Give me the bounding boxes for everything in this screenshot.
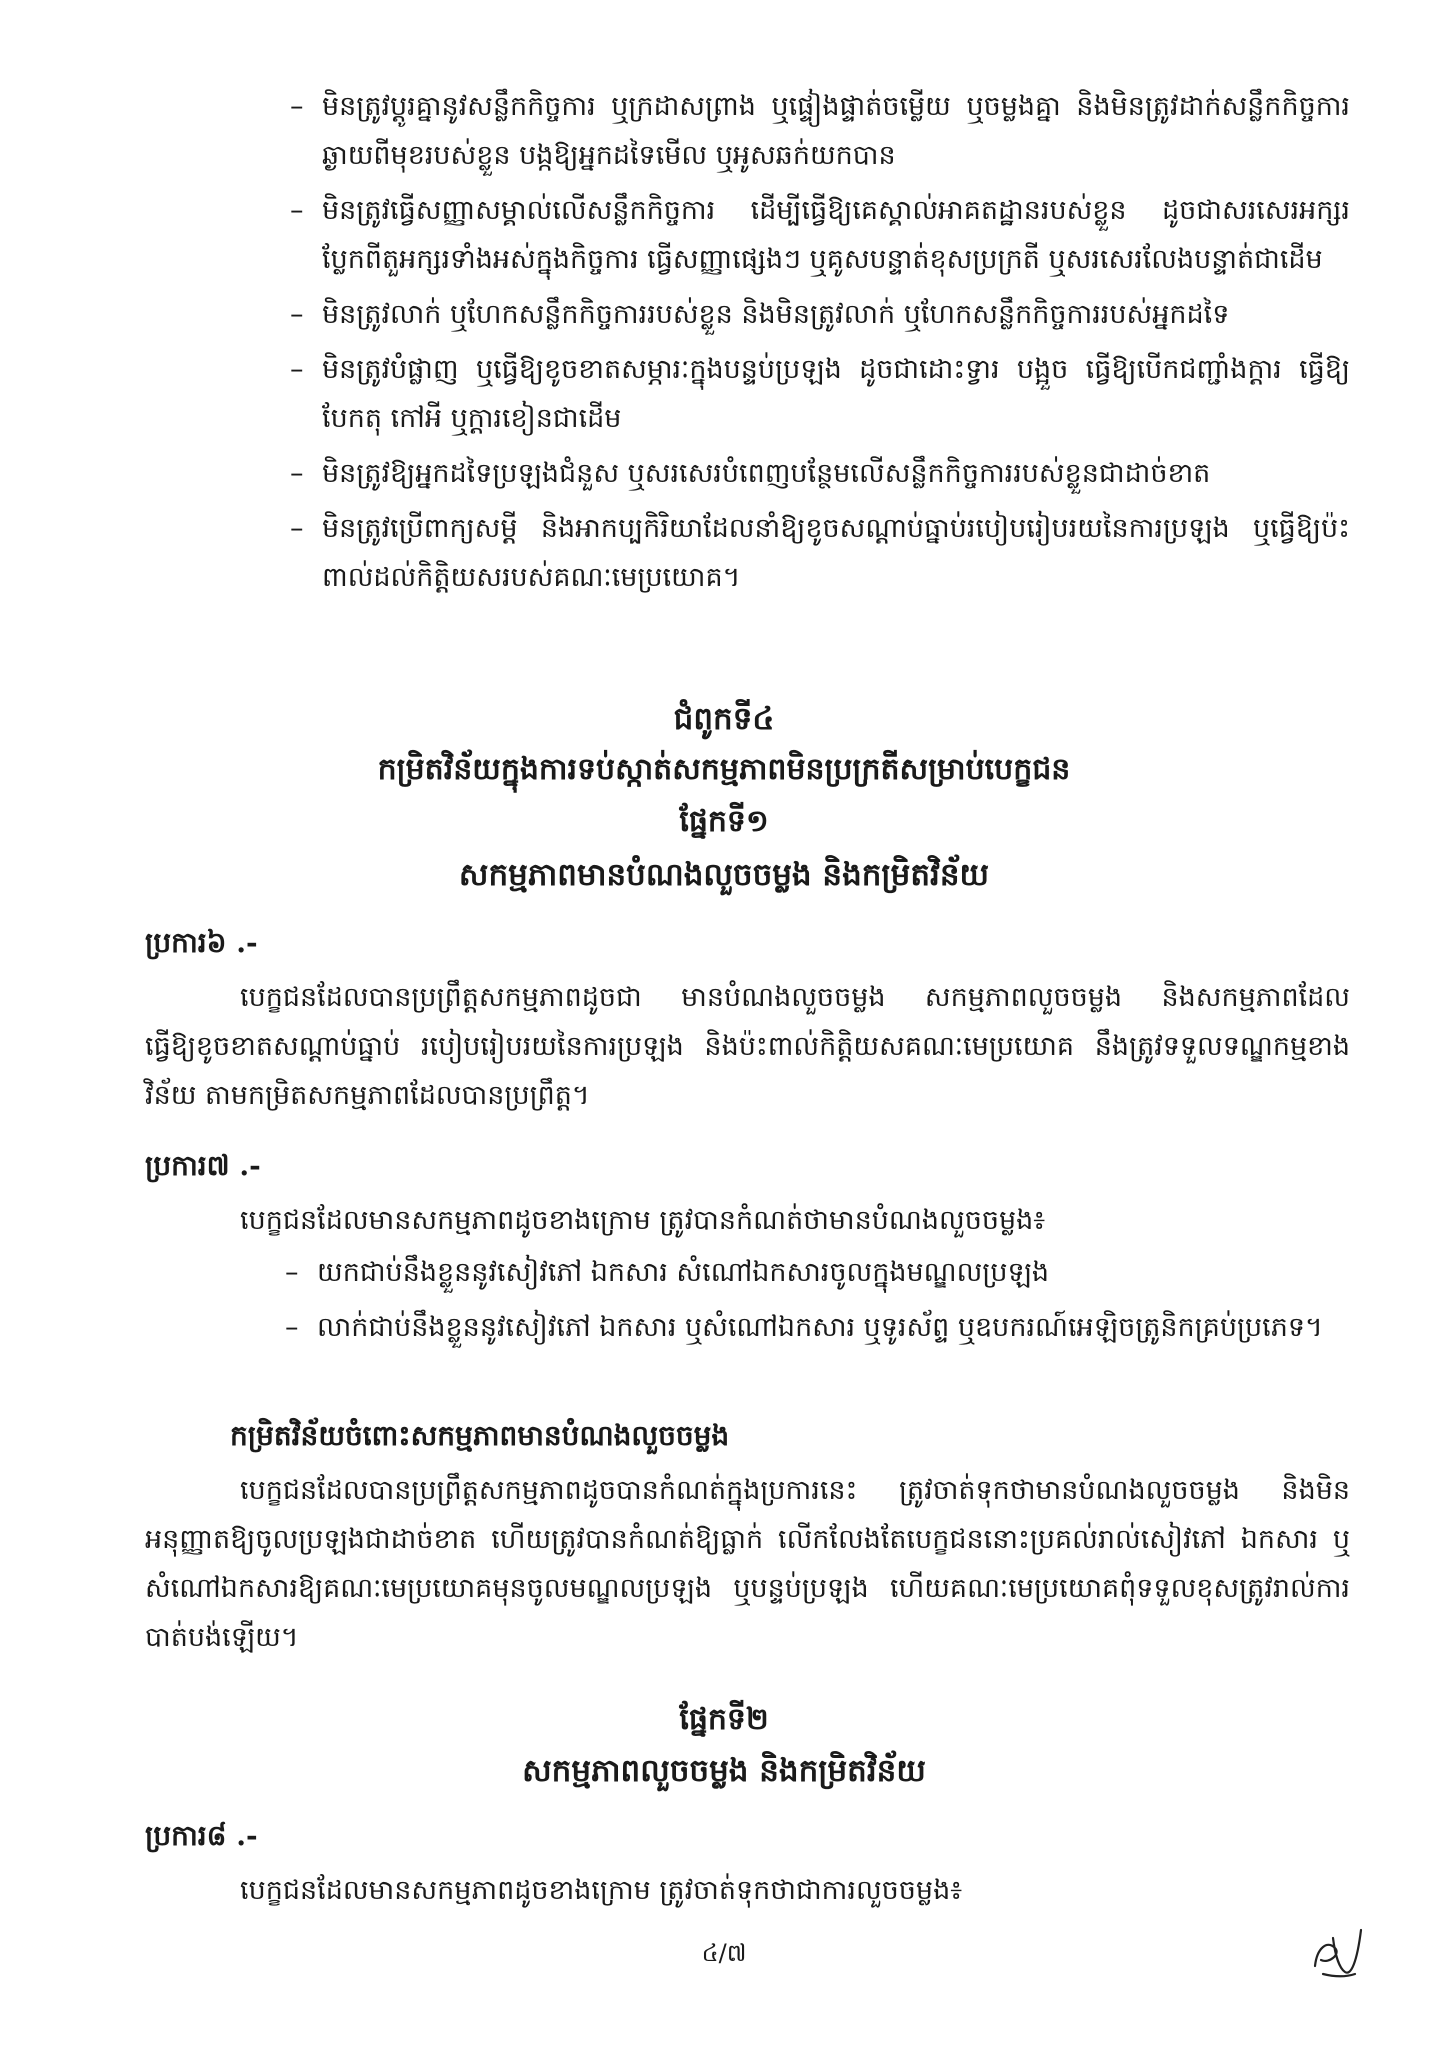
bullet-dash: –: [290, 354, 304, 385]
list-item: [285, 1248, 1350, 1297]
article-7-bullet-list: [285, 1248, 1350, 1358]
top-bullet-list: [290, 82, 1350, 608]
chapter-number: ជំពូកទី៤: [673, 701, 775, 737]
bullet-text: មិនត្រូវឱ្យអ្នកដទៃប្រឡងជំនួស ឬសរសេរបំពេញបន្ថែមលើសន្លឹកកិច្ចការរបស់ខ្លួនជាដាច់ខាត: [322, 458, 1211, 489]
initials-signature-icon: [1305, 1918, 1377, 1990]
list-item: [290, 186, 1350, 284]
list-item: [290, 504, 1350, 602]
bullet-text: មិនត្រូវបំផ្លាញ ឬធ្វើឱ្យខូចខាតសម្ភារៈក្នុងបន្ទប់ប្រឡង ដូចជាដោះទ្វារ បង្អួច ធ្វើឱ្យបើកជញ្ជាំងក្តារ ធ្វើឱ្យបែកតុ កៅអី ឬក្តារខៀនជាដើម: [322, 354, 1350, 434]
bullet-dash: –: [290, 299, 304, 330]
page-number: ៤/៧: [701, 1939, 747, 1967]
bullet-text: យកជាប់នឹងខ្លួននូវសៀវភៅ ឯកសារ សំណៅឯកសារចូលក្នុងមណ្ឌលប្រឡង: [317, 1257, 1049, 1288]
bullet-dash: –: [290, 458, 304, 489]
bullet-text: មិនត្រូវប្តូរគ្នានូវសន្លឹកកិច្ចការ ឬក្រដាសព្រាង ឬផ្ទៀងផ្ទាត់ចម្លើយ ឬចម្លងគ្នា និងមិនត្រូវដាក់សន្លឹកកិច្ចការឆ្ងាយពីមុខរបស់ខ្លួន បង្កឱ្យអ្នកដទៃមើល ឬអូសឆក់យកបាន: [322, 91, 1350, 171]
list-item: [290, 345, 1350, 443]
article-7-label: ប្រការ៧ .-: [145, 1149, 261, 1182]
list-item: [290, 82, 1350, 180]
section-2-title: សកម្មភាពលួចចម្លង និងកម្រិតវិន័យ: [522, 1753, 926, 1789]
section-1-number: ផ្នែកទី១: [679, 804, 769, 839]
bullet-dash: –: [285, 1257, 299, 1288]
list-item: [290, 290, 1350, 339]
list-item: [290, 449, 1350, 498]
bullet-dash: –: [290, 513, 304, 544]
article-6-text: បេក្ខជនដែលបានប្រព្រឹត្តសកម្មភាពដូចជា មានបំណងលួចចម្លង សកម្មភាពលួចចម្លង និងសកម្មភាពដែលធ្វើឱ្យខូចខាតសណ្តាប់ធ្នាប់ របៀបរៀបរយនៃការប្រឡង និងប៉ះពាល់កិត្តិយសគណៈមេប្រយោគ នឹងត្រូវទទួលទណ្ឌកម្មខាងវិន័យ តាមកម្រិតសកម្មភាពដែលបានប្រព្រឹត្ត។: [145, 982, 1350, 1111]
section-2-number: ផ្នែកទី២: [679, 1702, 769, 1737]
bullet-text: លាក់ជាប់នឹងខ្លួននូវសៀវភៅ ឯកសារ ឬសំណៅឯកសារ ឬទូរស័ព្ទ ឬឧបករណ៍អេឡិចត្រូនិកគ្រប់ប្រភេទ។: [317, 1312, 1323, 1343]
list-item: [285, 1303, 1350, 1352]
bullet-dash: –: [285, 1312, 299, 1343]
bullet-text: មិនត្រូវលាក់ ឬហែកសន្លឹកកិច្ចការរបស់ខ្លួន និងមិនត្រូវលាក់ ឬហែកសន្លឹកកិច្ចការរបស់អ្នកដទៃ: [322, 299, 1230, 330]
bullet-dash: –: [290, 195, 304, 226]
bullet-dash: –: [290, 91, 304, 122]
article-8-text: បេក្ខជនដែលមានសកម្មភាពដូចខាងក្រោម ត្រូវចាត់ទុកថាជាការលួចចម្លង៖: [240, 1875, 963, 1906]
section-1-title: សកម្មភាពមានបំណងលួចចម្លង និងកម្រិតវិន័យ: [458, 857, 990, 893]
bullet-text: មិនត្រូវធ្វើសញ្ញាសម្គាល់លើសន្លឹកកិច្ចការ ដើម្បីធ្វើឱ្យគេស្គាល់អាគតដ្ឋានរបស់ខ្លួន ដូចជាសរសេរអក្សរប្លែកពីតួអក្សរទាំងអស់ក្នុងកិច្ចការ ធ្វើសញ្ញាផ្សេងៗ ឬគូសបន្ទាត់ខុសប្រក្រតី ឬសរសេរលែងបន្ទាត់ជាដើម: [322, 195, 1350, 275]
chapter-title: កម្រិតវិន័យក្នុងការទប់ស្កាត់សកម្មភាពមិនប្រក្រតីសម្រាប់បេក្ខជន: [377, 752, 1071, 787]
article-6-label: ប្រការ៦ .-: [145, 926, 258, 959]
bullet-text: មិនត្រូវប្រើពាក្យសម្តី និងអាកប្បកិរិយាដែលនាំឱ្យខូចសណ្តាប់ធ្នាប់របៀបរៀបរយនៃការប្រឡង ឬធ្វើឱ្យប៉ះពាល់ដល់កិត្តិយសរបស់គណៈមេប្រយោគ។: [322, 513, 1350, 593]
article-7-penalty-text: បេក្ខជនដែលបានប្រព្រឹត្តសកម្មភាពដូចបានកំណត់ក្នុងប្រការនេះ ត្រូវចាត់ទុកថាមានបំណងលួចចម្លង និងមិនអនុញ្ញាតឱ្យចូលប្រឡងជាដាច់ខាត ហើយត្រូវបានកំណត់ឱ្យធ្លាក់ លើកលែងតែបេក្ខជននោះប្រគល់រាល់សៀវភៅ ឯកសារ ឬសំណៅឯកសារឱ្យគណៈមេប្រយោគមុនចូលមណ្ឌលប្រឡង ឬបន្ទប់ប្រឡង ហើយគណៈមេប្រយោគពុំទទួលខុសត្រូវរាល់ការបាត់បង់ឡើយ។: [145, 1475, 1350, 1653]
article-7-subheading: កម្រិតវិន័យចំពោះសកម្មភាពមានបំណងលួចចម្លង: [230, 1419, 730, 1452]
article-8-label: ប្រការ៨ .-: [145, 1819, 258, 1852]
article-7-text: បេក្ខជនដែលមានសកម្មភាពដូចខាងក្រោម ត្រូវបានកំណត់ថាមានបំណងលួចចម្លង៖: [240, 1205, 1046, 1236]
